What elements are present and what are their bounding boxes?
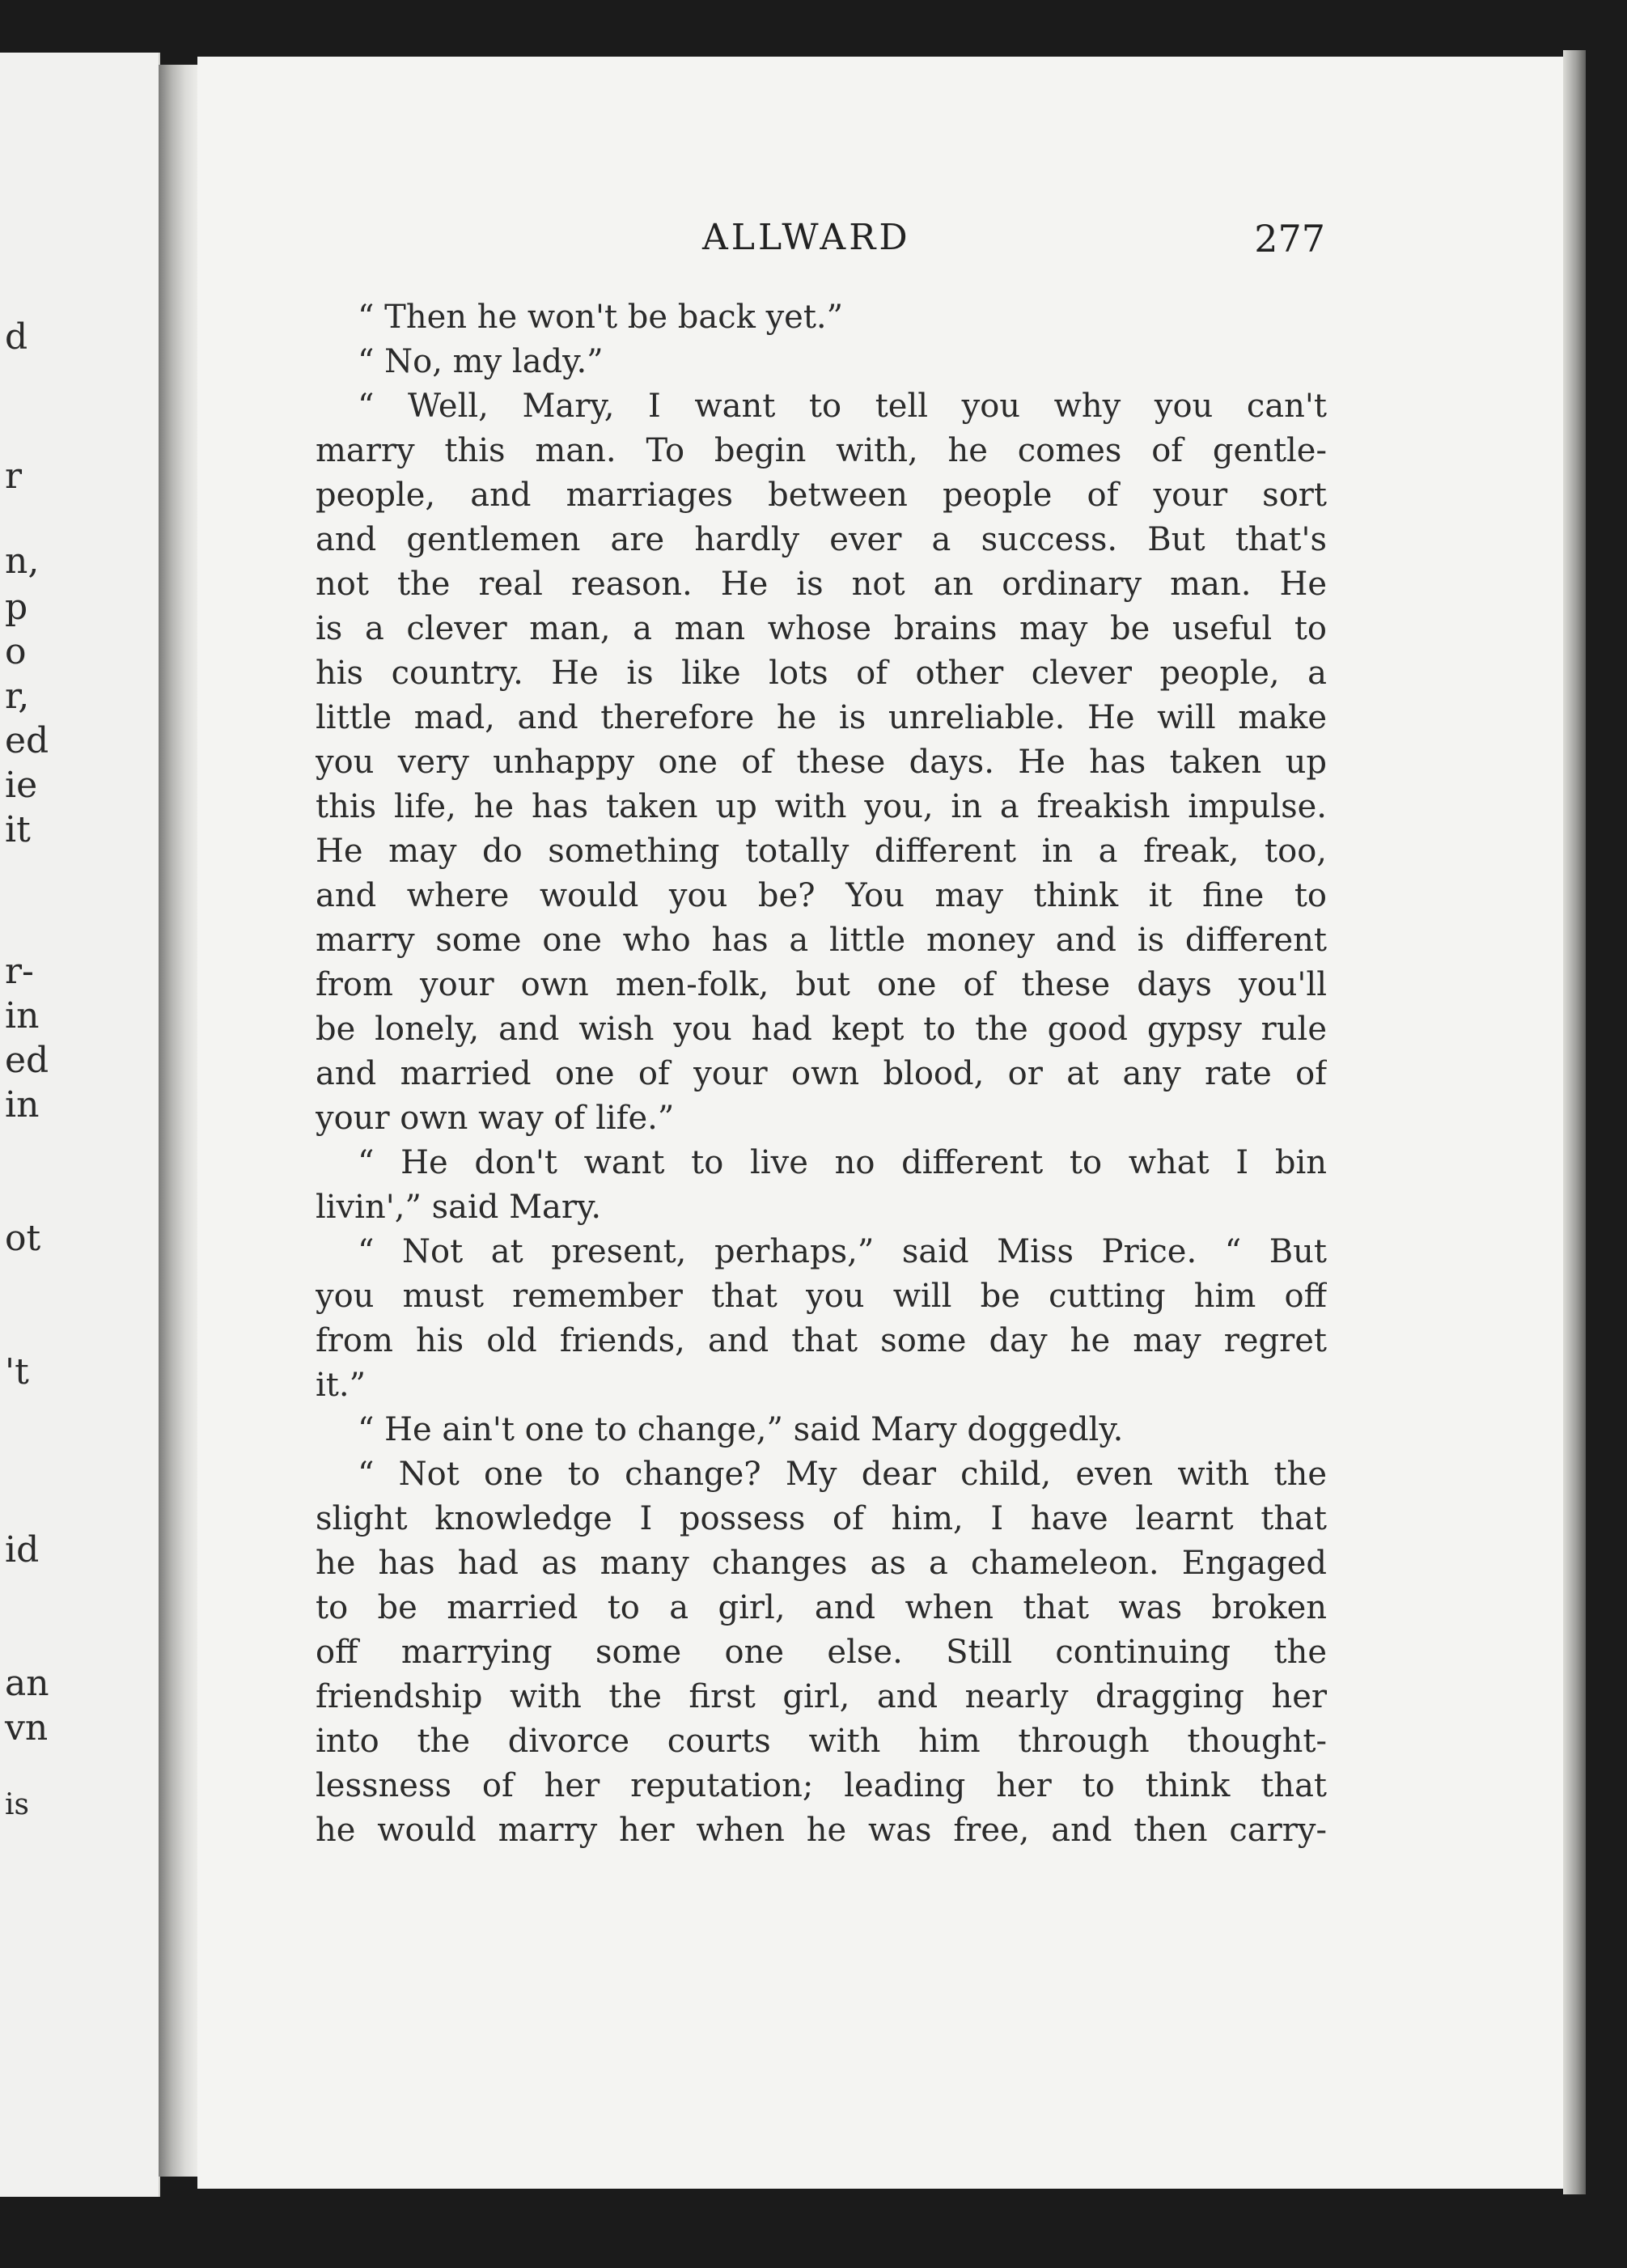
text-line: is a clever man, a man whose brains may be useful to [316, 610, 1327, 647]
text-line: and gentlemen are hardly ever a success. But that's [316, 521, 1327, 558]
facing-page-fragment: ed [5, 1040, 49, 1081]
text-line: from your own men-folk, but one of these days you'll [316, 966, 1327, 1003]
facing-page-fragment: ot [5, 1218, 41, 1259]
facing-page-fragment: is [5, 1788, 29, 1821]
text-line: “ Not at present, perhaps,” said Miss Price. “ But [358, 1233, 1327, 1270]
text-line: this life, he has taken up with you, in a freakish impulse. [316, 788, 1327, 825]
text-line: “ No, my lady.” [358, 343, 604, 380]
facing-page-fragment: an [5, 1663, 49, 1704]
facing-page-fragment: in [5, 1084, 40, 1126]
book-gutter [159, 65, 197, 2177]
facing-page-fragment: o [5, 631, 27, 672]
text-line: he would marry her when he was free, and then carry- [316, 1812, 1327, 1849]
text-line: He may do something totally different in a freak, too, [316, 833, 1327, 870]
text-line: you very unhappy one of these days. He has taken up [316, 744, 1327, 781]
facing-page-fragment: ie [5, 765, 38, 806]
text-line: and where would you be? You may think it fine to [316, 877, 1327, 914]
text-line: not the real reason. He is not an ordinary man. He [316, 566, 1327, 603]
running-head: ALLWARD [702, 217, 911, 258]
facing-page-fragment: d [5, 316, 28, 358]
text-line: your own way of life.” [316, 1100, 675, 1137]
text-line: from his old friends, and that some day he may regret [316, 1322, 1327, 1359]
page-body [316, 295, 1327, 1853]
facing-page-fragment: r [5, 456, 23, 497]
page-edge [1563, 50, 1586, 2194]
facing-page-fragment: p [5, 587, 28, 628]
facing-page-fragment: 't [5, 1351, 29, 1393]
text-line: “ Well, Mary, I want to tell you why you can't [358, 388, 1327, 425]
text-line: livin',” said Mary. [316, 1189, 602, 1226]
text-line: his country. He is like lots of other clever people, a [316, 655, 1327, 692]
text-line: marry this man. To begin with, he comes of gentle- [316, 432, 1327, 469]
text-line: he has had as many changes as a chameleon. Engaged [316, 1545, 1327, 1582]
page-number: 277 [1254, 217, 1325, 261]
text-line: off marrying some one else. Still continuing the [316, 1634, 1327, 1671]
facing-page-fragment: r- [5, 951, 34, 992]
facing-page-fragment: r, [5, 676, 30, 717]
text-line: little mad, and therefore he is unreliable. He will make [316, 699, 1327, 736]
text-line: people, and marriages between people of your sort [316, 477, 1327, 514]
text-line: slight knowledge I possess of him, I have learnt that [316, 1500, 1327, 1537]
facing-page-fragment: in [5, 995, 40, 1036]
facing-page-fragment: ed [5, 720, 49, 761]
facing-page-fragment: n, [5, 541, 40, 582]
facing-page-fragment: id [5, 1529, 40, 1571]
text-line: it.” [316, 1367, 366, 1404]
text-line: “ Not one to change? My dear child, even with the [358, 1456, 1327, 1493]
text-line: friendship with the first girl, and nearly dragging her [316, 1678, 1327, 1715]
page-header [314, 217, 1325, 273]
text-line: to be married to a girl, and when that was broken [316, 1589, 1327, 1626]
text-line: “ He ain't one to change,” said Mary doggedly. [358, 1411, 1124, 1448]
text-line: you must remember that you will be cutting him off [316, 1278, 1327, 1315]
text-line: lessness of her reputation; leading her to think that [316, 1767, 1327, 1804]
text-line: “ He don't want to live no different to what I bin [358, 1144, 1327, 1181]
text-line: marry some one who has a little money and is different [316, 922, 1327, 959]
facing-page-fragment: it [5, 809, 31, 850]
facing-page [0, 53, 160, 2197]
text-line: into the divorce courts with him through thought- [316, 1723, 1327, 1760]
text-line: be lonely, and wish you had kept to the good gypsy rule [316, 1011, 1327, 1048]
text-line: “ Then he won't be back yet.” [358, 299, 844, 336]
text-line: and married one of your own blood, or at any rate of [316, 1055, 1327, 1092]
facing-page-fragment: vn [5, 1707, 49, 1749]
